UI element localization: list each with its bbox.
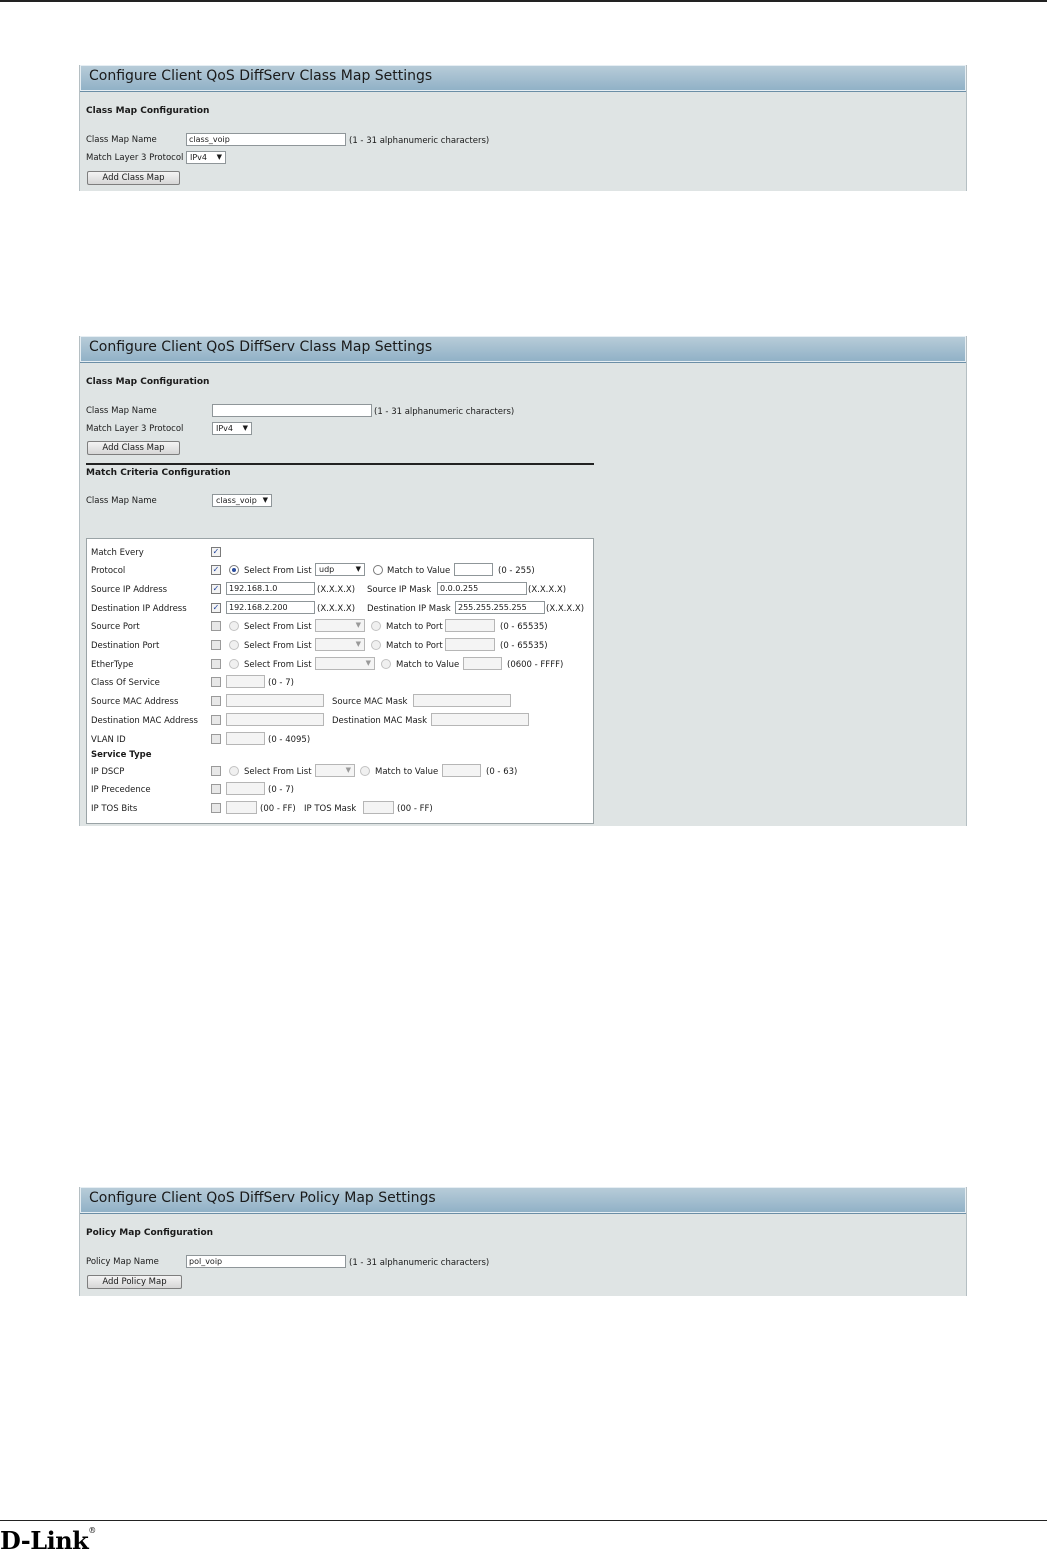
ip-tos-bits-checkbox[interactable] bbox=[211, 803, 221, 813]
source-ip-mask-input[interactable]: 0.0.0.255 bbox=[437, 582, 527, 595]
ip-dscp-label: IP DSCP bbox=[91, 767, 125, 777]
dest-mac-input[interactable] bbox=[226, 713, 324, 726]
ip-dscp-range: (0 - 63) bbox=[486, 767, 518, 777]
protocol-select-from-list-radio[interactable] bbox=[229, 565, 239, 575]
select-from-list-label: Select From List bbox=[244, 566, 312, 576]
cos-label: Class Of Service bbox=[91, 678, 160, 688]
protocol-checkbox[interactable]: ✓ bbox=[212, 565, 220, 574]
ip-precedence-checkbox[interactable] bbox=[211, 784, 221, 794]
chevron-down-icon: ▼ bbox=[355, 640, 361, 648]
dest-port-match-radio[interactable] bbox=[371, 640, 381, 650]
dest-ip-mask-input[interactable]: 255.255.255.255 bbox=[455, 601, 545, 614]
source-port-list-radio[interactable] bbox=[229, 621, 239, 631]
class-map-name-input[interactable]: class_voip bbox=[186, 133, 346, 146]
match-every-label: Match Every bbox=[91, 548, 144, 558]
source-mac-label: Source MAC Address bbox=[91, 697, 179, 707]
dest-ip-mask-format: (X.X.X.X) bbox=[546, 604, 585, 614]
chevron-down-icon: ▼ bbox=[345, 766, 351, 774]
policy-map-name-input[interactable]: pol_voip bbox=[186, 1255, 346, 1268]
vlan-id-checkbox[interactable] bbox=[211, 734, 221, 744]
ip-tos-mask-input[interactable] bbox=[363, 801, 394, 814]
policy-map-panel bbox=[79, 1187, 967, 1296]
ip-dscp-checkbox[interactable] bbox=[211, 766, 221, 776]
policy-map-name-label: Policy Map Name bbox=[86, 1257, 159, 1267]
panel-header bbox=[80, 65, 966, 92]
dest-ip-format: (X.X.X.X) bbox=[317, 604, 356, 614]
cos-checkbox[interactable] bbox=[211, 677, 221, 687]
class-map-name-hint: (1 - 31 alphanumeric characters) bbox=[349, 136, 490, 146]
ip-precedence-label: IP Precedence bbox=[91, 785, 151, 795]
match-criteria-title: Match Criteria Configuration bbox=[86, 468, 231, 478]
match-every-checkbox[interactable]: ✓ bbox=[212, 547, 220, 556]
ethertype-list-radio[interactable] bbox=[229, 659, 239, 669]
ip-dscp-list-select[interactable] bbox=[315, 764, 355, 777]
panel-header bbox=[80, 1187, 966, 1214]
chevron-down-icon: ▼ bbox=[355, 621, 361, 629]
class-map-panel bbox=[79, 65, 967, 191]
protocol-value-input[interactable] bbox=[454, 563, 493, 576]
protocol-list-select[interactable] bbox=[315, 563, 365, 576]
dest-port-list-select[interactable] bbox=[315, 638, 365, 651]
dlink-logo bbox=[0, 1526, 96, 1555]
select-from-list-label: Select From List bbox=[244, 641, 312, 651]
protocol-list-value: udp bbox=[319, 565, 335, 574]
dest-port-label: Destination Port bbox=[91, 641, 160, 651]
protocol-select-value: IPv4 bbox=[216, 424, 234, 433]
add-policy-map-button[interactable]: Add Policy Map bbox=[87, 1275, 182, 1289]
source-ip-mask-label: Source IP Mask bbox=[367, 585, 432, 595]
source-port-list-select[interactable] bbox=[315, 619, 365, 632]
protocol-label: Match Layer 3 Protocol bbox=[86, 153, 184, 163]
cos-input[interactable] bbox=[226, 675, 265, 688]
ip-tos-mask-range: (00 - FF) bbox=[397, 804, 433, 814]
dest-port-checkbox[interactable] bbox=[211, 640, 221, 650]
chevron-down-icon: ▼ bbox=[355, 565, 361, 573]
class-map-name-input[interactable] bbox=[212, 404, 372, 417]
source-port-input[interactable] bbox=[445, 619, 495, 632]
vlan-id-range: (0 - 4095) bbox=[268, 735, 311, 745]
vlan-id-input[interactable] bbox=[226, 732, 265, 745]
source-port-label: Source Port bbox=[91, 622, 140, 632]
dest-port-list-radio[interactable] bbox=[229, 640, 239, 650]
chevron-down-icon: ▼ bbox=[242, 424, 248, 432]
panel-header bbox=[80, 336, 966, 363]
chevron-down-icon: ▼ bbox=[365, 659, 371, 667]
ip-tos-bits-input[interactable] bbox=[226, 801, 257, 814]
protocol-range: (0 - 255) bbox=[498, 566, 535, 576]
protocol-select[interactable] bbox=[186, 151, 226, 164]
source-mac-checkbox[interactable] bbox=[211, 696, 221, 706]
add-class-map-button[interactable]: Add Class Map bbox=[87, 441, 180, 455]
match-criteria-panel bbox=[79, 336, 967, 826]
top-rule bbox=[0, 0, 1047, 2]
class-map-name-label: Class Map Name bbox=[86, 135, 157, 145]
policy-map-name-hint: (1 - 31 alphanumeric characters) bbox=[349, 1258, 490, 1268]
ethertype-checkbox[interactable] bbox=[211, 659, 221, 669]
dest-ip-checkbox[interactable]: ✓ bbox=[212, 603, 220, 612]
match-criteria-table bbox=[86, 538, 594, 824]
ethertype-input[interactable] bbox=[463, 657, 502, 670]
ip-precedence-range: (0 - 7) bbox=[268, 785, 294, 795]
source-port-checkbox[interactable] bbox=[211, 621, 221, 631]
protocol-select[interactable] bbox=[212, 422, 252, 435]
class-map-name-label: Class Map Name bbox=[86, 406, 157, 416]
source-ip-label: Source IP Address bbox=[91, 585, 168, 595]
class-map-name-hint: (1 - 31 alphanumeric characters) bbox=[374, 407, 515, 417]
footer-rule bbox=[0, 1520, 1047, 1521]
dest-mac-checkbox[interactable] bbox=[211, 715, 221, 725]
ip-dscp-match-radio[interactable] bbox=[360, 766, 370, 776]
ethertype-range: (0600 - FFFF) bbox=[507, 660, 564, 670]
dest-port-range: (0 - 65535) bbox=[500, 641, 548, 651]
dest-mac-mask-label: Destination MAC Mask bbox=[332, 716, 428, 726]
dest-mac-label: Destination MAC Address bbox=[91, 716, 198, 726]
ethertype-label: EtherType bbox=[91, 660, 134, 670]
source-mac-input[interactable] bbox=[226, 694, 324, 707]
source-ip-mask-format: (X.X.X.X) bbox=[528, 585, 567, 595]
protocol-label: Match Layer 3 Protocol bbox=[86, 424, 184, 434]
match-class-map-label: Class Map Name bbox=[86, 496, 157, 506]
source-mac-mask-label: Source MAC Mask bbox=[332, 697, 408, 707]
source-ip-checkbox[interactable]: ✓ bbox=[212, 584, 220, 593]
source-port-match-radio[interactable] bbox=[371, 621, 381, 631]
panel-title: Configure Client QoS DiffServ Policy Map Settings bbox=[89, 1190, 436, 1206]
protocol-select-value: IPv4 bbox=[190, 153, 208, 162]
logo-text: D-Link bbox=[0, 1526, 89, 1555]
ip-dscp-list-radio[interactable] bbox=[229, 766, 239, 776]
match-to-value-label: Match to Value bbox=[375, 767, 439, 777]
select-from-list-label: Select From List bbox=[244, 767, 312, 777]
add-class-map-button[interactable]: Add Class Map bbox=[87, 171, 180, 185]
ethertype-list-select[interactable] bbox=[315, 657, 375, 670]
match-class-map-select[interactable] bbox=[212, 494, 272, 507]
dest-ip-mask-label: Destination IP Mask bbox=[367, 604, 451, 614]
ip-tos-bits-range: (00 - FF) bbox=[260, 804, 296, 814]
dest-ip-input[interactable]: 192.168.2.200 bbox=[226, 601, 315, 614]
ip-tos-mask-label: IP TOS Mask bbox=[304, 804, 357, 814]
panel-title: Configure Client QoS DiffServ Class Map Settings bbox=[89, 68, 433, 84]
ethertype-match-radio[interactable] bbox=[381, 659, 391, 669]
divider bbox=[86, 463, 594, 465]
section-title: Policy Map Configuration bbox=[86, 1228, 214, 1238]
ip-tos-bits-label: IP TOS Bits bbox=[91, 804, 138, 814]
protocol-row-label: Protocol bbox=[91, 566, 126, 576]
ip-dscp-input[interactable] bbox=[442, 764, 481, 777]
dest-ip-label: Destination IP Address bbox=[91, 604, 187, 614]
match-to-value-label: Match to Value bbox=[396, 660, 460, 670]
trademark-mark: ® bbox=[88, 1526, 96, 1535]
dest-mac-mask-input[interactable] bbox=[431, 713, 529, 726]
match-to-value-label: Match to Value bbox=[387, 566, 451, 576]
section-title: Class Map Configuration bbox=[86, 377, 210, 387]
ip-precedence-input[interactable] bbox=[226, 782, 265, 795]
panel-title: Configure Client QoS DiffServ Class Map Settings bbox=[89, 339, 433, 355]
service-type-title: Service Type bbox=[91, 750, 152, 760]
match-class-map-value: class_voip bbox=[216, 496, 257, 505]
select-from-list-label: Select From List bbox=[244, 622, 312, 632]
source-ip-input[interactable]: 192.168.1.0 bbox=[226, 582, 315, 595]
cos-range: (0 - 7) bbox=[268, 678, 294, 688]
vlan-id-label: VLAN ID bbox=[91, 735, 126, 745]
dest-port-input[interactable] bbox=[445, 638, 495, 651]
match-to-port-label: Match to Port bbox=[386, 641, 443, 651]
select-from-list-label: Select From List bbox=[244, 660, 312, 670]
match-to-port-label: Match to Port bbox=[386, 622, 443, 632]
source-port-range: (0 - 65535) bbox=[500, 622, 548, 632]
source-ip-format: (X.X.X.X) bbox=[317, 585, 356, 595]
chevron-down-icon: ▼ bbox=[216, 153, 222, 161]
source-mac-mask-input[interactable] bbox=[413, 694, 511, 707]
chevron-down-icon: ▼ bbox=[262, 496, 268, 504]
section-title: Class Map Configuration bbox=[86, 106, 210, 116]
protocol-match-to-value-radio[interactable] bbox=[373, 565, 383, 575]
